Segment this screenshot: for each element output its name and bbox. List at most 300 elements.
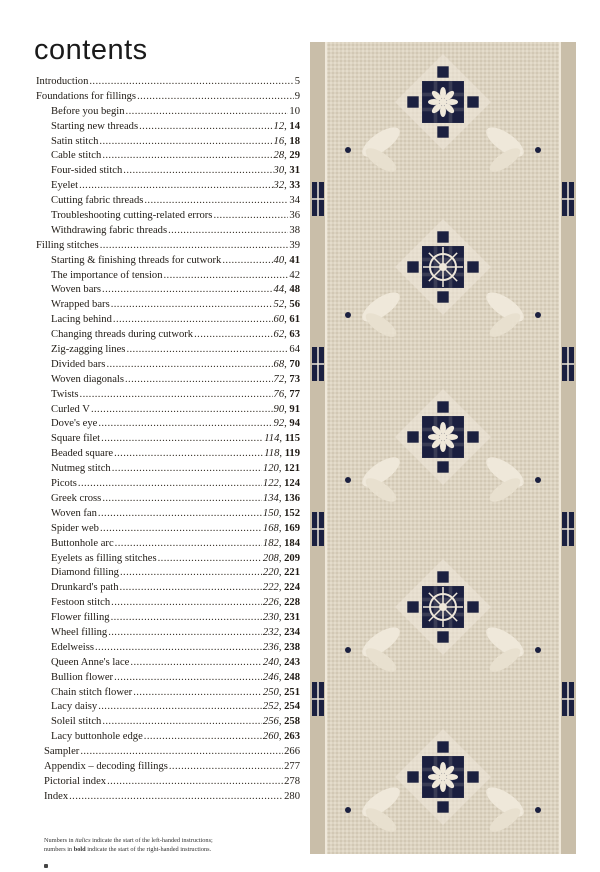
toc-entry[interactable] [36, 224, 300, 239]
toc-page-number: 260 [262, 731, 279, 743]
toc-entry-pages [289, 269, 300, 284]
toc-entry-title: Cable stitch [51, 150, 102, 162]
toc-entry[interactable] [36, 417, 300, 432]
toc-page-number: 236 [262, 641, 279, 653]
toc-dot-leader [100, 522, 262, 537]
toc-entry-title: Satin stitch [51, 135, 99, 147]
toc-entry[interactable] [36, 432, 300, 447]
toc-entry[interactable] [36, 239, 300, 254]
toc-page-number: 209 [284, 552, 300, 564]
toc-entry-pages [284, 790, 300, 805]
toc-page-number: 252 [262, 701, 279, 713]
toc-page-number: 42 [289, 269, 300, 281]
toc-entry-title: Filling stitches [36, 239, 99, 251]
toc-entry-title: Eyelet [51, 180, 79, 192]
toc-entry-pages [284, 760, 300, 775]
table-of-contents [36, 75, 300, 805]
toc-dot-leader [108, 626, 262, 641]
footnote-line-2: numbers in bold indicate the start of the right-handed instructions. [44, 846, 212, 853]
toc-page-number: 94 [289, 418, 300, 430]
toc-dot-leader [123, 164, 272, 179]
toc-entry[interactable] [36, 656, 300, 671]
toc-page-number: 14 [289, 120, 300, 132]
eyelet [535, 477, 541, 483]
toc-page-number: 40 [273, 254, 285, 266]
toc-page-number: 280 [284, 790, 300, 802]
toc-page-number: 278 [284, 775, 300, 787]
toc-page-number: 266 [284, 746, 300, 758]
toc-page-number: 33 [289, 180, 300, 192]
toc-page-number: 263 [284, 731, 300, 743]
toc-page-number: 76 [273, 388, 285, 400]
toc-entry-title: Festoon stitch [51, 597, 111, 609]
toc-entry-pages: 28, 29 [273, 150, 300, 162]
cutwork-square [407, 96, 418, 107]
toc-entry-title: Starting & finishing threads for cutwork [51, 254, 222, 266]
toc-entry-pages: 12, 14 [273, 120, 300, 132]
toc-entry-title: Buttonhole arc [51, 537, 114, 549]
eyelet [345, 807, 351, 813]
toc-page-number: 231 [284, 612, 300, 624]
toc-dot-leader [89, 75, 293, 90]
toc-entry-title: Troubleshooting cutting-related errors [51, 210, 213, 222]
toc-dot-leader [111, 596, 262, 611]
toc-entry-pages: 118, 119 [264, 448, 300, 460]
toc-page-number: 234 [284, 626, 300, 638]
toc-entry-title: Diamond filling [51, 567, 119, 579]
toc-dot-leader [139, 120, 272, 135]
toc-entry[interactable] [36, 90, 300, 105]
toc-page-number: 184 [284, 537, 300, 549]
toc-page-number: 18 [289, 135, 300, 147]
toc-entry-pages: 122, 124 [262, 478, 300, 490]
toc-page-number: 118 [264, 448, 280, 460]
toc-entry-pages: 92, 94 [273, 418, 300, 430]
toc-page-number: 226 [262, 597, 279, 609]
toc-page-number: 39 [289, 239, 300, 251]
toc-entry-pages [289, 105, 300, 120]
toc-entry[interactable] [36, 596, 300, 611]
filling-center [440, 434, 447, 441]
toc-dot-leader [158, 552, 262, 567]
toc-page-number: 61 [289, 314, 300, 326]
toc-page-number: 56 [289, 299, 300, 311]
toc-dot-leader [213, 209, 288, 224]
toc-entry-title: Picots [51, 478, 77, 490]
toc-entry-pages: 250, 251 [262, 686, 300, 698]
toc-entry-pages: 120, 121 [262, 463, 300, 475]
toc-dot-leader [95, 641, 262, 656]
toc-entry-pages [289, 194, 300, 209]
toc-page-number: 152 [284, 507, 300, 519]
toc-entry[interactable] [36, 254, 300, 269]
eyelet [345, 147, 351, 153]
toc-entry[interactable] [36, 715, 300, 730]
toc-entry-title: Twists [51, 388, 79, 400]
toc-page-number: 230 [262, 612, 279, 624]
toc-entry-pages [295, 75, 300, 90]
toc-entry-pages: 246, 248 [262, 671, 300, 683]
toc-page-number: 120 [262, 463, 279, 475]
toc-entry[interactable] [36, 209, 300, 224]
toc-dot-leader [133, 686, 262, 701]
toc-entry[interactable] [36, 194, 300, 209]
cutwork-square [407, 601, 418, 612]
toc-entry-pages: 232, 234 [262, 626, 300, 638]
toc-entry-pages: 44, 48 [273, 284, 300, 296]
toc-page-number: 31 [289, 165, 300, 177]
toc-entry-title: Woven fan [51, 507, 97, 519]
toc-entry[interactable] [36, 775, 300, 790]
toc-entry[interactable] [36, 373, 300, 388]
toc-entry-title: Curled V [51, 403, 90, 415]
toc-entry[interactable] [36, 671, 300, 686]
toc-entry[interactable] [36, 790, 300, 805]
toc-entry-pages: 76, 77 [273, 388, 300, 400]
toc-entry[interactable] [36, 105, 300, 120]
cutwork-square [407, 771, 418, 782]
toc-page-number: 182 [262, 537, 279, 549]
toc-entry-pages [289, 239, 300, 254]
toc-entry-title: The importance of tension [51, 269, 163, 281]
toc-page-number: 36 [289, 210, 300, 222]
toc-page-number: 251 [284, 686, 300, 698]
toc-page-number: 72 [273, 373, 285, 385]
footnote-line-1: Numbers in italics indicate the start of the left-handed instructions; [44, 837, 213, 844]
toc-entry-pages: 68, 70 [273, 358, 300, 370]
toc-entry[interactable] [36, 298, 300, 313]
toc-page-number: 91 [289, 403, 300, 415]
toc-entry[interactable] [36, 686, 300, 701]
toc-dot-leader [91, 403, 273, 418]
toc-entry-title: Index [44, 790, 69, 802]
toc-page-number: 5 [294, 76, 300, 87]
toc-entry-pages: 62, 63 [273, 329, 300, 341]
filling-center [440, 99, 447, 106]
toc-dot-leader [101, 432, 263, 447]
toc-page-number: 258 [284, 716, 300, 728]
toc-page-number: 238 [284, 641, 300, 653]
cutwork-square [437, 801, 448, 812]
toc-dot-leader [102, 283, 272, 298]
toc-entry[interactable] [36, 403, 300, 418]
toc-dot-leader [102, 715, 262, 730]
toc-entry[interactable] [36, 75, 300, 90]
toc-page-number: 224 [284, 582, 300, 594]
toc-entry-title: Greek cross [51, 492, 102, 504]
cutwork-square [437, 291, 448, 302]
toc-entry-pages: 256, 258 [262, 716, 300, 728]
toc-entry-title: Woven bars [51, 284, 102, 296]
toc-entry-pages: 260, 263 [262, 731, 300, 743]
toc-page-number: 62 [273, 329, 285, 341]
toc-entry[interactable] [36, 269, 300, 284]
toc-dot-leader [194, 328, 272, 343]
toc-entry-title: Four-sided stitch [51, 165, 123, 177]
toc-entry-title: Divided bars [51, 358, 106, 370]
toc-dot-leader [114, 447, 263, 462]
toc-entry-pages [289, 224, 300, 239]
toc-entry[interactable] [36, 507, 300, 522]
toc-entry[interactable] [36, 388, 300, 403]
toc-entry[interactable] [36, 745, 300, 760]
toc-entry-pages [284, 775, 300, 790]
toc-entry[interactable] [36, 149, 300, 164]
toc-entry-title: Starting new threads [51, 120, 139, 132]
cutwork-square [467, 261, 478, 272]
toc-page-number: 70 [289, 358, 300, 370]
toc-dot-leader [125, 373, 273, 388]
toc-entry-pages: 150, 152 [262, 507, 300, 519]
toc-page-number: 16 [273, 135, 285, 147]
toc-entry[interactable] [36, 730, 300, 745]
filling-center [439, 603, 447, 611]
toc-entry[interactable] [36, 492, 300, 507]
toc-page-number: 114 [264, 433, 280, 445]
cutwork-square [467, 601, 478, 612]
toc-page-number: 28 [273, 150, 285, 162]
toc-page-number: 250 [262, 686, 279, 698]
toc-entry-title: Cutting fabric threads [51, 195, 144, 207]
toc-dot-leader [164, 269, 289, 284]
toc-dot-leader [126, 343, 288, 358]
cutwork-square [437, 401, 448, 412]
toc-dot-leader [113, 313, 273, 328]
toc-entry-title: Bullion flower [51, 671, 114, 683]
toc-page-number: 63 [289, 329, 300, 341]
toc-dot-leader [126, 105, 289, 120]
toc-entry-pages: 30, 31 [273, 165, 300, 177]
page-number-mark [44, 864, 48, 868]
eyelet [535, 647, 541, 653]
toc-entry-pages: 40, 41 [273, 254, 300, 266]
toc-entry-title: Introduction [36, 76, 89, 87]
toc-entry-title: Dove's eye [51, 418, 98, 430]
toc-entry-pages: 252, 254 [262, 701, 300, 713]
cutwork-square [437, 741, 448, 752]
toc-entry-pages: 168, 169 [262, 522, 300, 534]
toc-entry-title: Lacy daisy [51, 701, 98, 713]
toc-entry-title: Nutmeg stitch [51, 463, 111, 475]
eyelet [535, 147, 541, 153]
toc-entry-pages: 114, 115 [264, 433, 300, 445]
toc-entry-title: Woven diagonals [51, 373, 124, 385]
toc-entry[interactable] [36, 313, 300, 328]
toc-entry-title: Withdrawing fabric threads [51, 224, 168, 236]
toc-entry[interactable] [36, 164, 300, 179]
toc-entry-pages [295, 90, 300, 105]
toc-page-number: 220 [262, 567, 279, 579]
toc-page-number: 41 [289, 254, 300, 266]
toc-entry[interactable] [36, 179, 300, 194]
toc-dot-leader [112, 462, 262, 477]
toc-page-number: 48 [289, 284, 300, 296]
toc-page-number: 150 [262, 507, 279, 519]
toc-page-number: 246 [262, 671, 279, 683]
toc-entry-pages [289, 209, 300, 224]
toc-entry[interactable] [36, 537, 300, 552]
toc-entry[interactable] [36, 135, 300, 150]
toc-page-number: 77 [289, 388, 300, 400]
toc-entry[interactable] [36, 522, 300, 537]
toc-entry-title: Eyelets as filling stitches [51, 552, 157, 564]
toc-dot-leader [130, 656, 262, 671]
toc-entry[interactable] [36, 358, 300, 373]
toc-entry[interactable] [36, 120, 300, 135]
toc-entry-title: Soleil stitch [51, 716, 102, 728]
toc-page-number: 38 [289, 224, 300, 236]
eyelet [345, 477, 351, 483]
toc-entry[interactable] [36, 700, 300, 715]
toc-entry-title: Foundations for fillings [36, 90, 137, 102]
cutwork-square [437, 66, 448, 77]
toc-page-number: 232 [262, 626, 279, 638]
cutwork-square [467, 96, 478, 107]
toc-dot-leader [79, 179, 272, 194]
toc-entry-title: Queen Anne's lace [51, 656, 130, 668]
filling-center [439, 263, 447, 271]
toc-entry-title: Square filet [51, 433, 101, 445]
toc-entry-pages [284, 745, 300, 760]
toc-entry-pages: 32, 33 [273, 180, 300, 192]
toc-entry-title: Lacy buttonhole edge [51, 731, 143, 743]
eyelet [535, 807, 541, 813]
toc-entry-title: Lacing behind [51, 314, 112, 326]
toc-entry[interactable] [36, 641, 300, 656]
toc-entry-title: Edelweiss [51, 641, 94, 653]
toc-page-number: 228 [284, 597, 300, 609]
toc-entry-title: Changing threads during cutwork [51, 329, 194, 341]
toc-entry[interactable] [36, 626, 300, 641]
toc-dot-leader [80, 388, 273, 403]
toc-dot-leader [69, 790, 283, 805]
toc-page-number: 60 [273, 314, 285, 326]
toc-page-number: 168 [262, 522, 279, 534]
toc-entry-pages [289, 343, 300, 358]
toc-page-number: 124 [284, 478, 300, 490]
toc-page-number: 254 [284, 701, 300, 713]
toc-entry[interactable] [36, 462, 300, 477]
toc-entry-pages: 182, 184 [262, 537, 300, 549]
toc-dot-leader [98, 507, 262, 522]
toc-entry-pages: 236, 238 [262, 641, 300, 653]
toc-page-number: 221 [284, 567, 300, 579]
hardanger-embroidery-photo [310, 42, 576, 854]
toc-entry-pages: 52, 56 [273, 299, 300, 311]
toc-entry[interactable] [36, 760, 300, 775]
toc-dot-leader [144, 730, 262, 745]
toc-entry-title: Wheel filling [51, 626, 108, 638]
toc-entry-pages: 208, 209 [262, 552, 300, 564]
toc-entry-pages: 222, 224 [262, 582, 300, 594]
toc-page-number: 92 [273, 418, 285, 430]
toc-page-number: 115 [284, 433, 300, 445]
toc-dot-leader [100, 239, 289, 254]
toc-entry[interactable] [36, 283, 300, 298]
toc-dot-leader [99, 135, 272, 150]
toc-dot-leader [222, 254, 272, 269]
toc-dot-leader [120, 566, 262, 581]
toc-entry-pages: 220, 221 [262, 567, 300, 579]
toc-page-number: 10 [289, 105, 300, 117]
cutwork-square [437, 571, 448, 582]
toc-entry[interactable] [36, 343, 300, 358]
toc-entry-title: Spider web [51, 522, 99, 534]
toc-page-number: 122 [262, 478, 279, 490]
toc-page-number: 9 [294, 90, 300, 102]
eyelet [345, 312, 351, 318]
toc-entry-title: Beaded square [51, 448, 114, 460]
cutwork-square [407, 431, 418, 442]
toc-dot-leader [111, 611, 262, 626]
toc-entry-pages: 90, 91 [273, 403, 300, 415]
toc-entry-pages: 226, 228 [262, 597, 300, 609]
toc-entry[interactable] [36, 328, 300, 343]
toc-page-number: 52 [273, 299, 285, 311]
toc-entry[interactable] [36, 477, 300, 492]
toc-page-number: 119 [284, 448, 300, 460]
toc-dot-leader [106, 358, 272, 373]
toc-page-number: 169 [284, 522, 300, 534]
toc-entry[interactable] [36, 447, 300, 462]
toc-page-number: 32 [273, 180, 285, 192]
toc-page-number: 73 [289, 373, 300, 385]
toc-entry-pages: 240, 243 [262, 656, 300, 668]
filling-center [440, 774, 447, 781]
toc-page-number: 134 [262, 492, 279, 504]
cutwork-square [407, 261, 418, 272]
page-title: contents [34, 34, 148, 66]
toc-page-number: 222 [262, 582, 279, 594]
toc-dot-leader [144, 194, 288, 209]
toc-entry-pages: 60, 61 [273, 314, 300, 326]
toc-page-number: 240 [262, 656, 279, 668]
footnote [44, 836, 300, 854]
embroidery-illustration [310, 42, 576, 854]
cutwork-square [437, 231, 448, 242]
toc-entry-title: Sampler [44, 746, 80, 758]
toc-page-number: 208 [262, 552, 279, 564]
cutwork-square [437, 461, 448, 472]
toc-page-number: 30 [273, 165, 285, 177]
toc-page-number: 68 [273, 358, 285, 370]
cutwork-square [437, 126, 448, 137]
toc-entry-pages: 230, 231 [262, 612, 300, 624]
toc-page-number: 136 [284, 492, 300, 504]
toc-dot-leader [98, 700, 262, 715]
left-border [310, 42, 326, 854]
toc-entry-title: Flower filling [51, 612, 110, 624]
toc-dot-leader [80, 745, 283, 760]
toc-page-number: 12 [273, 120, 285, 132]
toc-entry[interactable] [36, 566, 300, 581]
toc-page-number: 29 [289, 150, 300, 162]
toc-entry-pages: 134, 136 [262, 492, 300, 504]
toc-page-number: 121 [284, 463, 300, 475]
toc-dot-leader [168, 224, 288, 239]
toc-dot-leader [111, 298, 273, 313]
toc-page-number: 277 [284, 760, 300, 772]
toc-page-number: 44 [273, 284, 285, 296]
toc-entry-pages: 16, 18 [273, 135, 300, 147]
toc-page-number: 248 [284, 671, 300, 683]
toc-dot-leader [98, 417, 272, 432]
toc-dot-leader [102, 492, 262, 507]
toc-dot-leader [169, 760, 283, 775]
toc-entry[interactable] [36, 581, 300, 596]
toc-entry[interactable] [36, 611, 300, 626]
toc-entry[interactable] [36, 552, 300, 567]
